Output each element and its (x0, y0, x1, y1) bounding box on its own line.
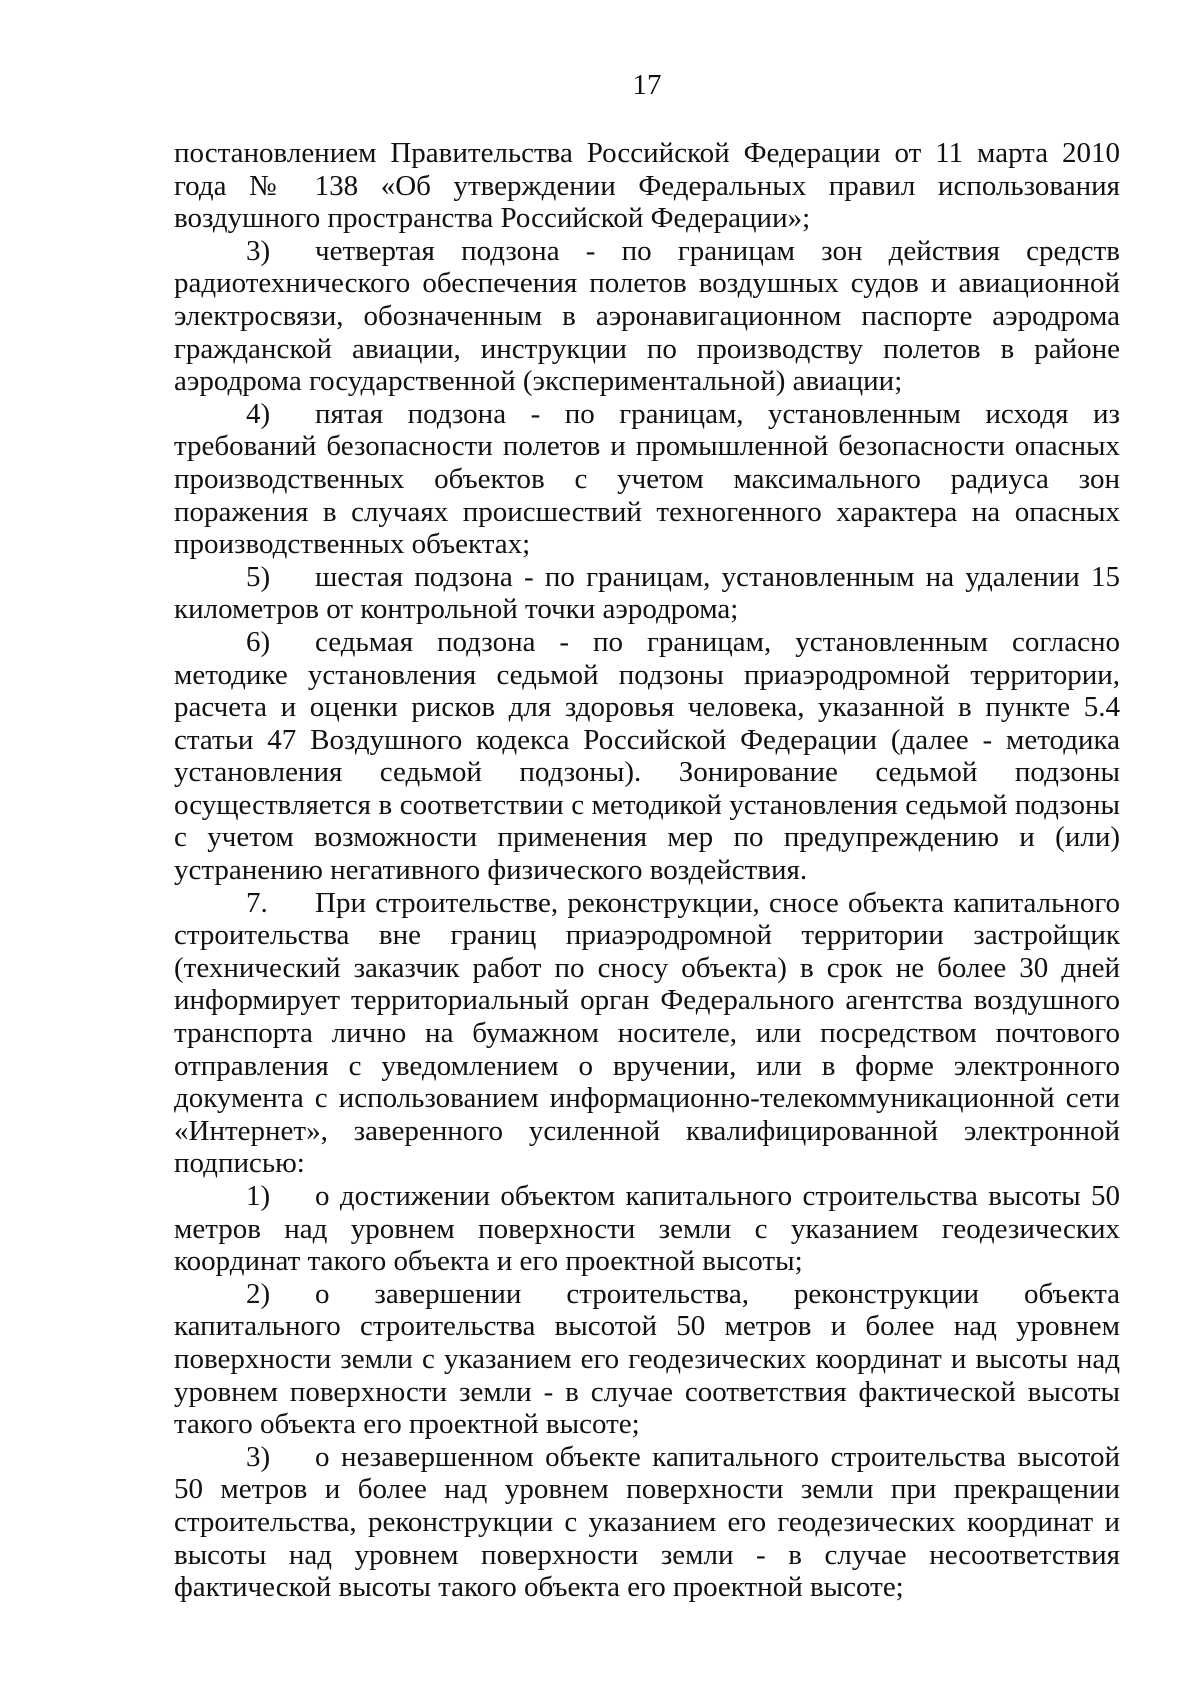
document-body (174, 137, 1120, 1604)
list-item-marker: 5) (246, 560, 271, 593)
list-item-notice-2 (174, 1278, 1120, 1441)
clause-7 (174, 887, 1120, 1180)
list-item-marker: 4) (246, 397, 271, 430)
list-item-notice-1 (174, 1180, 1120, 1278)
paragraph-text: постановлением Правительства Российской Федерации от 11 марта 2010 года № 138 «Об утверждении Федеральных правил использования воздушного пространства Российской Федерации»; (174, 137, 1120, 235)
list-item-subzone-4 (174, 235, 1120, 398)
paragraph-continuation (174, 137, 1120, 235)
list-item-marker: 6) (246, 625, 271, 658)
list-item-text: четвертая подзона - по границам зон действия средств радиотехнического обеспечения полетов воздушных судов и авиационной электросвязи, обозначенным в аэронавигационном паспорте аэродрома гражданской авиации, инструкции по производству полетов в районе аэродрома государственной (экспериментальной) авиации; (174, 234, 1120, 398)
list-item-marker: 3) (246, 1440, 271, 1473)
list-item-subzone-7 (174, 626, 1120, 887)
clause-marker: 7. (246, 886, 268, 919)
page-number: 17 (632, 69, 662, 101)
list-item-text: о завершении строительства, реконструкции объекта капитального строительства высотой 50 метров и более над уровнем поверхности земли с указанием его геодезических координат и высоты над уровнем поверхности земли - в случае соответствия фактической высоты такого объекта его проектной высоте; (174, 1277, 1120, 1441)
list-item-text: о незавершенном объекте капитального строительства высотой 50 метров и более над уровнем поверхности земли при прекращении строительства, реконструкции с указанием его геодезических координат и высоты над уровнем поверхности земли - в случае несоответствия фактической высоты такого объекта его проектной высоте; (174, 1440, 1120, 1604)
list-item-subzone-6 (174, 561, 1120, 626)
list-item-marker: 2) (246, 1277, 271, 1310)
list-item-text: шестая подзона - по границам, установленным на удалении 15 километров от контрольной точки аэродрома; (174, 560, 1120, 626)
list-item-subzone-5 (174, 398, 1120, 561)
clause-text: При строительстве, реконструкции, сносе объекта капитального строительства вне границ приаэродромной территории застройщик (технический заказчик работ по сносу объекта) в срок не более 30 дней информирует территориальный орган Федерального агентства воздушного транспорта лично на бумажном носителе, или посредством почтового отправления с уведомлением о вручении, или в форме электронного документа с использованием информационно-телекоммуникационной сети «Интернет», заверенного усиленной квалифицированной электронной подписью: (174, 886, 1120, 1180)
list-item-notice-3 (174, 1441, 1120, 1604)
list-item-text: пятая подзона - по границам, установленным исходя из требований безопасности полетов и промышленной безопасности опасных производственных объектов с учетом максимального радиуса зон поражения в случаях происшествий техногенного характера на опасных производственных объектах; (174, 397, 1120, 561)
list-item-text: о достижении объектом капитального строительства высоты 50 метров над уровнем поверхности земли с указанием геодезических координат такого объекта и его проектной высоты; (174, 1180, 1120, 1278)
list-item-marker: 1) (246, 1180, 271, 1212)
list-item-marker: 3) (246, 234, 271, 267)
list-item-text: седьмая подзона - по границам, установленным согласно методике установления седьмой подзоны приаэродромной территории, расчета и оценки рисков для здоровья человека, указанной в пункте 5.4 статьи 47 Воздушного кодекса Российской Федерации (далее - методика установления седьмой подзоны). Зонирование седьмой подзоны осуществляется в соответствии с методикой установления седьмой подзоны с учетом возможности применения мер по предупреждению и (или) устранению негативного физического воздействия. (174, 625, 1120, 887)
